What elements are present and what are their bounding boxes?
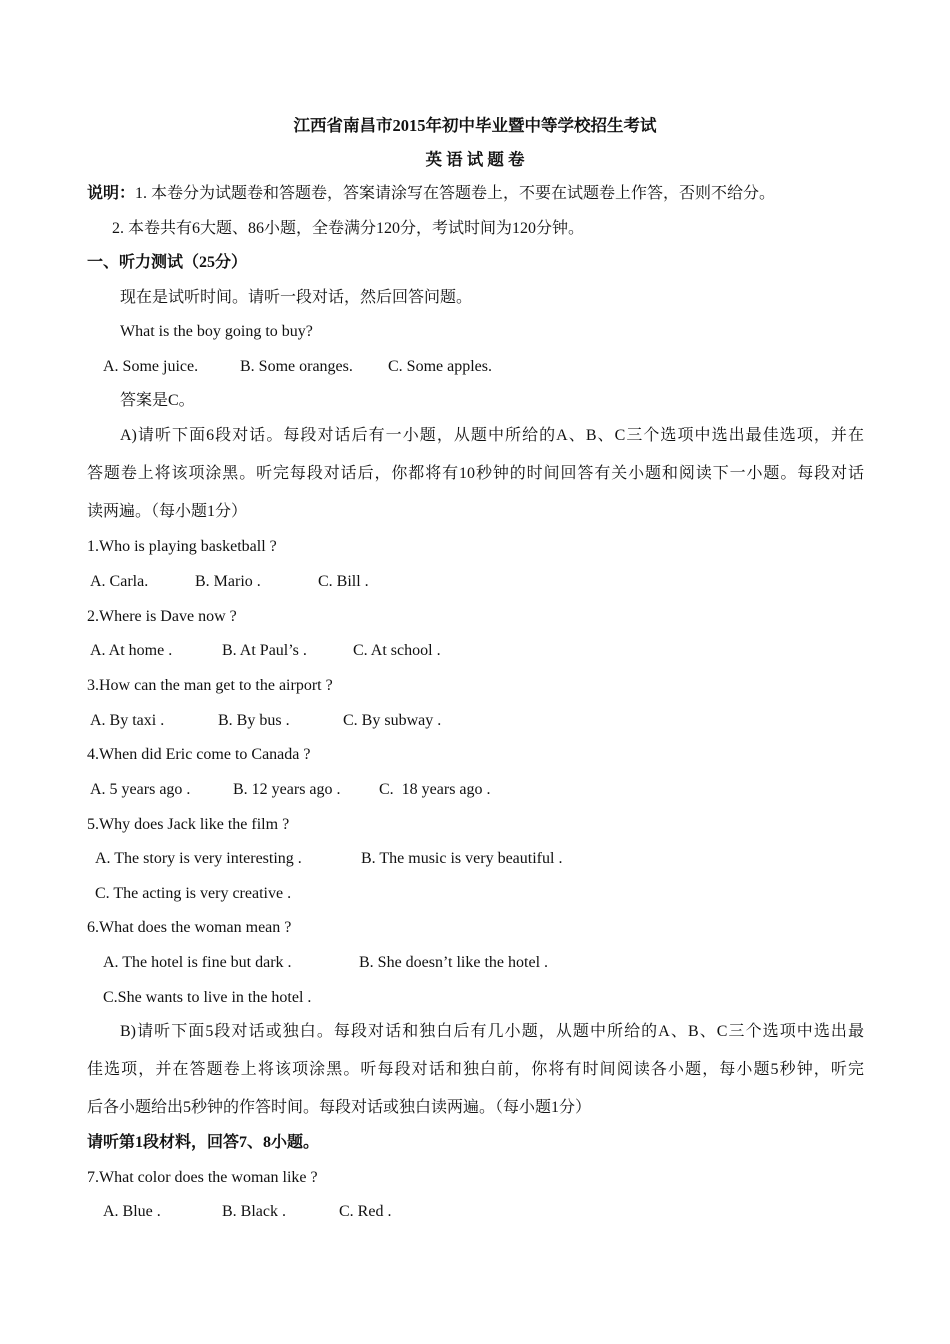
notes-item-2: 2. 本卷共有6大题、86小题，全卷满分120分，考试时间为120分钟。 [112, 220, 585, 237]
q6-option-a: A. The hotel is fine but dark . [103, 954, 292, 971]
sample-option-a: A. Some juice. [103, 358, 199, 375]
partA-line-1: A)请听下面6段对话。每段对话后有一小题，从题中所给的A、B、C三个选项中选出最佳选项，并在 [120, 427, 864, 444]
q2-option-b: B. At Paul’s . [222, 642, 307, 659]
question-2: 2.Where is Dave now ? [87, 608, 237, 625]
q4-option-a: A. 5 years ago . [90, 781, 191, 798]
q2-option-c: C. At school . [353, 642, 441, 659]
partA-line-2: 答题卷上将该项涂黑。听完每段对话后，你都将有10秒钟的时间回答有关小题和阅读下一小题。每段对话 [87, 465, 864, 482]
q5-option-a: A. The story is very interesting . [95, 850, 302, 867]
q3-option-a: A. By taxi . [90, 712, 165, 729]
question-1: 1.Who is playing basketball ? [87, 538, 277, 555]
question-5: 5.Why does Jack like the film ? [87, 816, 290, 833]
question-6: 6.What does the woman mean ? [87, 919, 292, 936]
notes-item-1: 1. 本卷分为试题卷和答题卷，答案请涂写在答题卷上，不要在试题卷上作答，否则不给分。 [135, 185, 776, 202]
section-heading: 一、听力测试（25分） [87, 254, 248, 271]
exam-title: 江西省南昌市2015年初中毕业暨中等学校招生考试 [293, 116, 657, 135]
sample-intro: 现在是试听时间。请听一段对话，然后回答问题。 [120, 289, 473, 306]
q1-option-b: B. Mario . [195, 573, 261, 590]
q4-option-c: C. 18 years ago . [379, 781, 491, 798]
sample-question: What is the boy going to buy? [120, 323, 313, 340]
q7-option-a: A. Blue . [103, 1203, 161, 1220]
question-3: 3.How can the man get to the airport ? [87, 677, 333, 694]
notes-line-1 [87, 184, 775, 204]
notes-label: 说明： [87, 185, 136, 202]
material-1-heading: 请听第1段材料，回答7、8小题。 [87, 1134, 320, 1151]
q1-option-a: A. Carla. [90, 573, 149, 590]
sample-option-b: B. Some oranges. [240, 358, 353, 375]
q5-option-c: C. The acting is very creative . [95, 885, 292, 902]
partB-line-2: 佳选项，并在答题卷上将该项涂黑。听每段对话和独白前，你将有时间阅读各小题，每小题5秒钟，听完 [87, 1061, 864, 1078]
q1-option-c: C. Bill . [318, 573, 369, 590]
question-4: 4.When did Eric come to Canada ? [87, 746, 311, 763]
partB-line-3: 后各小题给出5秒钟的作答时间。每段对话或独白读两遍。（每小题1分） [87, 1099, 592, 1116]
question-7: 7.What color does the woman like ? [87, 1169, 318, 1186]
sample-option-c: C. Some apples. [388, 358, 492, 375]
exam-subtitle: 英 语 试 题 卷 [425, 150, 525, 169]
q2-option-a: A. At home . [90, 642, 173, 659]
sample-answer: 答案是C。 [120, 392, 195, 409]
q3-option-c: C. By subway . [343, 712, 442, 729]
q5-option-b: B. The music is very beautiful . [361, 850, 563, 867]
q7-option-b: B. Black . [222, 1203, 286, 1220]
partB-line-1: B)请听下面5段对话或独白。每段对话和独白后有几小题，从题中所给的A、B、C三个选项中选出最 [120, 1023, 864, 1040]
partA-line-3: 读两遍。（每小题1分） [87, 503, 248, 520]
q4-option-b: B. 12 years ago . [233, 781, 341, 798]
q6-option-c: C.She wants to live in the hotel . [103, 989, 312, 1006]
q3-option-b: B. By bus . [218, 712, 290, 729]
q7-option-c: C. Red . [339, 1203, 392, 1220]
q6-option-b: B. She doesn’t like the hotel . [359, 954, 549, 971]
